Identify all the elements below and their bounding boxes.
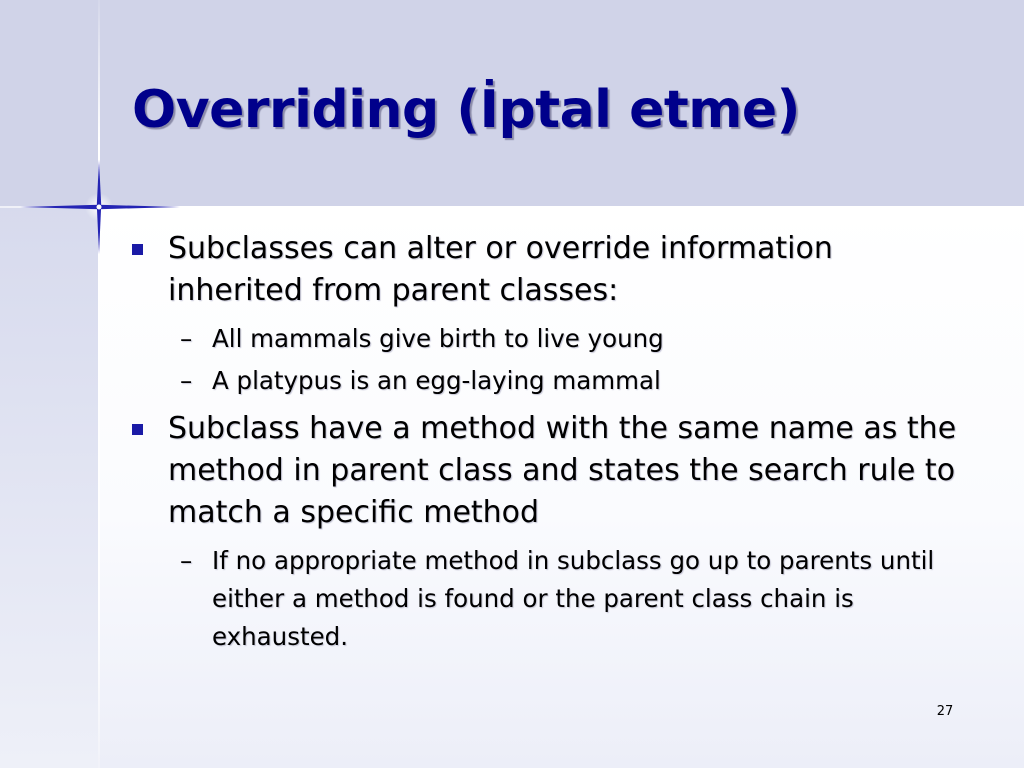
square-bullet-icon <box>132 424 143 435</box>
square-bullet-icon <box>132 244 143 255</box>
bullet-item <box>130 408 960 534</box>
bullet-text: Subclasses can alter or override information inherited from parent classes: <box>168 231 833 308</box>
dash-icon: – <box>180 324 193 353</box>
bullet-text: Subclass have a method with the same name as the method in parent class and states the search rule to match a specific method <box>168 411 957 530</box>
bullet-item <box>130 228 960 312</box>
dash-icon: – <box>180 366 193 395</box>
sub-bullet-text: If no appropriate method in subclass go up to parents until either a method is found or the parent class chain is exhausted. <box>212 546 935 651</box>
page-number: 27 <box>936 704 954 719</box>
sub-bullet-text: All mammals give birth to live young <box>212 324 664 353</box>
dash-icon: – <box>180 546 193 575</box>
sub-bullet-item <box>130 320 960 358</box>
slide-body <box>130 228 960 660</box>
sub-bullet-item <box>130 362 960 400</box>
sub-bullet-item <box>130 542 960 656</box>
sub-bullet-text: A platypus is an egg-laying mammal <box>212 366 661 395</box>
slide-title: Overriding (İptal etme) <box>132 80 800 140</box>
vertical-accent-line <box>98 0 100 768</box>
